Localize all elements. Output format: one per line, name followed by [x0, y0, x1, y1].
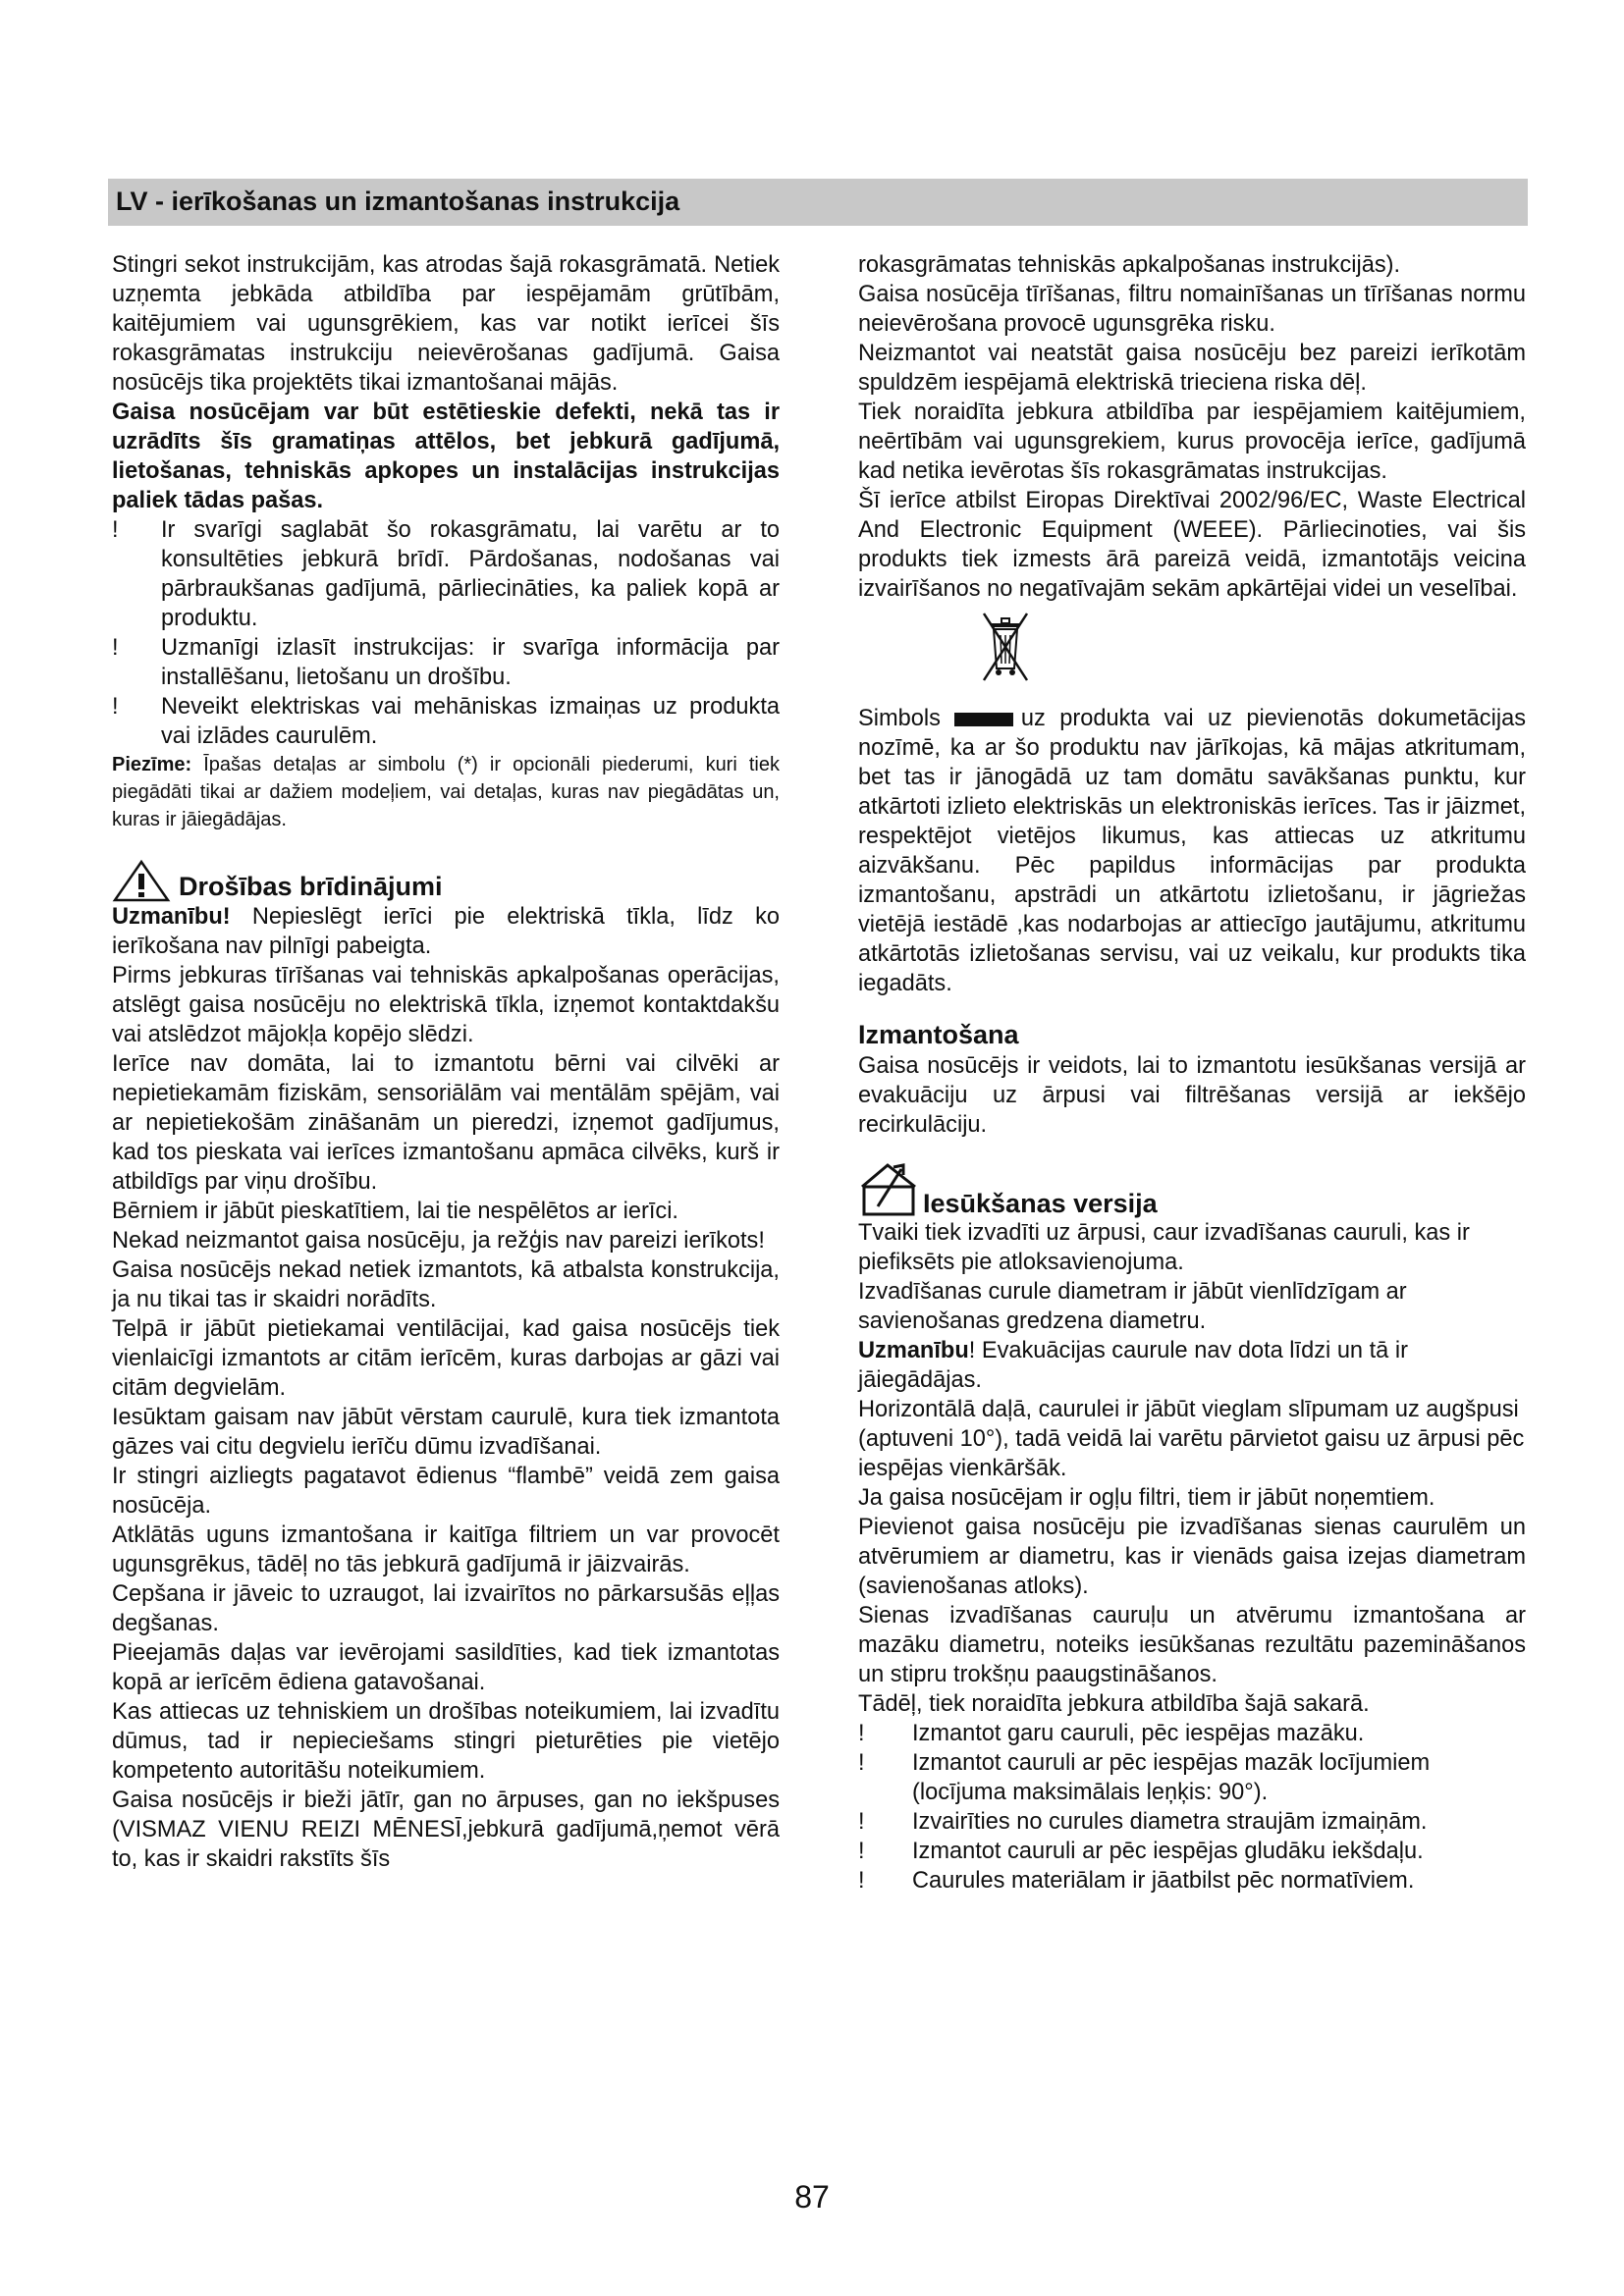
exclamation-icon: ! [112, 517, 119, 543]
note-text: Īpašas detaļas ar simbolu (*) ir opcionāli piederumi, kuri tiek piegādāti tikai ar dažiem modeļiem, vai detaļas, kuras nav piegādātas un, kuras ir jāiegādājas. [112, 754, 780, 830]
version-warning-label: Uzmanību [858, 1338, 969, 1363]
safety-paragraph: Pirms jebkuras tīrīšanas vai tehniskās apkalpošanas operācijas, atslēgt gaisa nosūcēju no elektriskā tīkla, izņemot kontaktdakšu vai atslēdzot mājokļa kopējo slēdzi. [112, 963, 780, 1047]
hood-exhaust-icon [858, 1159, 919, 1218]
version-paragraph: Pievienot gaisa nosūcēju pie izvadīšanas sienas caurulēm un atvērumiem ar diametru, kas ir vienāds gaisa izejas diametram (savienošanas atloks). [858, 1515, 1526, 1599]
exclamation-icon: ! [858, 1809, 865, 1835]
section-header-bar [108, 179, 1528, 226]
symbol-paragraph [858, 704, 1526, 998]
list-item-text: Ir svarīgi saglabāt šo rokasgrāmatu, lai varētu ar to konsultēties jebkurā brīdī. Pārdošanas, nodošanas vai pārbraukšanas gadījumā, pārliecināties, ka paliek kopā ar produktu. [161, 517, 780, 631]
list-item-text: Izvairīties no curules diametra straujām izmaiņām. [912, 1809, 1428, 1835]
note-paragraph [112, 751, 780, 833]
safety-paragraph: Ierīce nav domāta, lai to izmantotu bērni vai cilvēki ar nepietiekamām fiziskām, sensoriālām vai mentālām spējām, vai ar nepietiekošām zināšanām un pieredzi, izņemot gadījumus, kad tos pieskata vai ierīces izmantošanu apmāca cilvēks, kurš ir atbildīgs par viņu drošību. [112, 1051, 780, 1195]
warning-triangle-icon [112, 859, 171, 902]
note-label: Piezīme: [112, 754, 192, 775]
warning-first-text: Nepieslēgt ierīci pie elektriskā tīkla, līdz ko ierīkošana nav pilnīgi pabeigta. [112, 904, 780, 959]
safety-paragraph: Gaisa nosūcējs ir bieži jātīr, gan no ārpuses, gan no iekšpuses (VISMAZ VIENU REIZI MĒNESĪ,jebkurā gadījumā,ņemot vērā to, kas ir skaidri rakstīts šīs [112, 1788, 780, 1872]
symbol-text: uz produkta vai uz pievienotās dokumetācijas nozīmē, ka ar šo produktu nav jārīkojas, kā mājas atkritumam, bet tas ir jānogādā uz tam domātu savākšanas punktu, kur atkārtoti izlieto elektriskās un elektroniskās ierīces. Tas ir jāizmet, respektējot vietējos likumus, kas attiecas uz atkritumu aizvākšanu. Pēc papildus informācijas par produkta izmantošanu, apstrādi un atkārtotu izlietošanu, ir jāgriežas vietējā iestādē ,kas nodarbojas ar attiecīgo jautājumu, atkritumu atkārtotās izlietošanas servisu, vai uz veikalu, kur produkts tika iegadāts. [858, 706, 1526, 996]
version-paragraph: Tvaiki tiek izvadīti uz ārpusi, caur izvadīšanas cauruli, kas ir piefiksēts pie atloksavienojuma. [858, 1220, 1470, 1275]
list-item [858, 1748, 1526, 1807]
safety-title: Drošības brīdinājumi [179, 872, 443, 901]
safety-paragraph: rokasgrāmatas tehniskās apkalpošanas instrukcijās). [858, 252, 1401, 278]
list-item [858, 1837, 1526, 1866]
safety-paragraph: Ir stingri aizliegts pagatavot ēdienus “flambē” veidā zem gaisa nosūcēja. [112, 1464, 780, 1519]
safety-paragraph: Iesūktam gaisam nav jābūt vērstam caurulē, kura tiek izmantota gāzes vai citu degvielu ierīču dūmu izvadīšanai. [112, 1405, 780, 1460]
warning-label: Uzmanību! [112, 904, 231, 930]
intro-bold-paragraph: Gaisa nosūcējam var būt estētieskie defekti, nekā tas ir uzrādīts šīs gramatiņas attēlos, bet jebkurā gadījumā, lietošanas, tehniskās apkopes un instalācijas instrukcijas paliek tādas pašas. [112, 400, 780, 513]
list-item [858, 1866, 1526, 1896]
warning-first-paragraph [112, 902, 780, 961]
safety-paragraph: Atklātās uguns izmantošana ir kaitīga filtriem un var provocēt ugunsgrēkus, tādēļ no tās jebkurā gadījumā ir jāizvairās. [112, 1522, 780, 1577]
list-item-text: Caurules materiālam ir jāatbilst pēc normatīviem. [912, 1868, 1415, 1894]
use-title: Izmantošana [858, 1020, 1019, 1049]
page-title: LV - ierīkošanas un izmantošanas instrukcija [116, 187, 680, 216]
safety-paragraph: Gaisa nosūcēja tīrīšanas, filtru nomainīšanas un tīrīšanas normu neievērošana provocē ugunsgrēka risku. [858, 282, 1526, 337]
left-column [112, 250, 780, 1874]
list-item [858, 1719, 1526, 1748]
version-warning-text: ! Evakuācijas caurule nav dota līdzi un tā ir jāiegādājas. [858, 1338, 1408, 1393]
safety-paragraph: Kas attiecas uz tehniskiem un drošības noteikumiem, lai izvadītu dūmus, tad ir nepieciešams stingri pieturēties pie vietējo kompetento autoritāšu noteikumiem. [112, 1699, 780, 1784]
use-paragraph: Gaisa nosūcējs ir veidots, lai to izmantotu iesūkšanas versijā ar evakuāciju uz ārpusi vai filtrēšanas versijā ar iekšējo recirkulāciju. [858, 1053, 1526, 1138]
symbol-word: Simbols [858, 706, 941, 731]
safety-paragraph: Tiek noraidīta jebkura atbildība par iespējamiem kaitējumiem, neērtībām vai ugunsgrekiem, kurus provocēja ierīce, gadījumā kad netika ievērotas šīs rokasgrāmatas instrukcijas. [858, 400, 1526, 484]
list-item [858, 1807, 1526, 1837]
list-item-text: Izmantot cauruli ar pēc iespējas mazāk locījumiem (locījuma maksimālais leņķis: 90°). [912, 1750, 1431, 1805]
safety-paragraph: Telpā ir jābūt pietiekamai ventilācijai, kad gaisa nosūcējs tiek vienlaicīgi izmantots ar citām ierīcēm, kuras darbojas ar gāzi vai citām degvielām. [112, 1316, 780, 1401]
list-item [112, 633, 780, 692]
list-item-text: Izmantot garu cauruli, pēc iespējas mazāku. [912, 1721, 1365, 1746]
list-item-text: Uzmanīgi izlasīt instrukcijas: ir svarīga informācija par installēšanu, lietošanu un drošību. [161, 635, 780, 690]
intro-paragraph: Stingri sekot instrukcijām, kas atrodas šajā rokasgrāmatā. Netiek uzņemta jebkāda atbildība par iespējamām grūtībām, kaitējumiem vai ugunsgrēkiem, kas var notikt ierīcei šīs rokasgrāmatas instrukciju neievērošanas gadījumā. Gaisa nosūcējs tika projektēts tikai izmantošanai mājās. [112, 252, 780, 396]
list-item [112, 515, 780, 633]
version-heading [858, 1159, 1526, 1218]
exclamation-icon: ! [858, 1868, 865, 1894]
version-title: Iesūkšanas versija [923, 1189, 1158, 1218]
version-paragraph: Horizontālā daļā, caurulei ir jābūt vieglam slīpumam uz augšpusi (aptuveni 10°), tadā veidā lai varētu pārvietot gaisu uz ārpusi pēc iespējas vienkāršāk. [858, 1397, 1525, 1481]
version-paragraph: Ja gaisa nosūcējam ir ogļu filtri, tiem ir jābūt noņemtiem. [858, 1485, 1435, 1511]
exclamation-icon: ! [858, 1750, 865, 1776]
safety-paragraph: Cepšana ir jāveic to uzraugot, lai izvairītos no pārkarsušās eļļas degšanas. [112, 1581, 780, 1636]
version-paragraph: Izvadīšanas curule diametram ir jābūt vienlīdzīgam ar savienošanas gredzena diametru. [858, 1279, 1407, 1334]
right-column [858, 250, 1526, 1896]
page-number: 87 [794, 2179, 830, 2215]
exclamation-icon: ! [112, 635, 119, 661]
version-warning [858, 1336, 1526, 1395]
crossed-bin-icon [978, 610, 1033, 688]
list-item-text: Neveikt elektriskas vai mehāniskas izmaiņas uz produkta vai izlādes caurulēm. [161, 694, 780, 749]
version-paragraph: Tādēļ, tiek noraidīta jebkura atbildība šajā sakarā. [858, 1691, 1370, 1717]
safety-paragraph: Nekad neizmantot gaisa nosūcēju, ja režģis nav pareizi ierīkots! [112, 1228, 765, 1254]
exclamation-icon: ! [858, 1839, 865, 1864]
safety-paragraph: Neizmantot vai neatstāt gaisa nosūcēju bez pareizi ierīkotām spuldzēm iespējamā elektriskā trieciena riska dēļ. [858, 341, 1526, 396]
list-item [112, 692, 780, 751]
list-item-text: Izmantot cauruli ar pēc iespējas gludāku iekšdaļu. [912, 1839, 1424, 1864]
weee-paragraph: Šī ierīce atbilst Eiropas Direktīvai 2002/96/EC, Waste Electrical And Electronic Equipment (WEEE). Pārliecinoties, vai šis produkts tiek izmests ārā pareizā veidā, izmantotājs veicina izvairīšanos no negatīvajām sekām apkārtējai videi un veselībai. [858, 488, 1526, 602]
version-paragraph: Sienas izvadīšanas cauruļu un atvērumu izmantošana ar mazāku diametru, noteiks iesūkšanas rezultātu pazemināšanos un stipru trokšņu paaugstināšanos. [858, 1603, 1526, 1687]
safety-heading [112, 859, 780, 902]
exclamation-icon: ! [858, 1721, 865, 1746]
black-bar-icon [954, 713, 1013, 726]
safety-paragraph: Gaisa nosūcējs nekad netiek izmantots, kā atbalsta konstrukcija, ja nu tikai tas ir skaidri norādīts. [112, 1257, 780, 1312]
safety-paragraph: Pieejamās daļas var ievērojami sasildīties, kad tiek izmantotas kopā ar ierīcēm ēdiena gatavošanai. [112, 1640, 780, 1695]
safety-paragraph: Bērniem ir jābūt pieskatītiem, lai tie nespēlētos ar ierīci. [112, 1199, 678, 1224]
exclamation-icon: ! [112, 694, 119, 720]
